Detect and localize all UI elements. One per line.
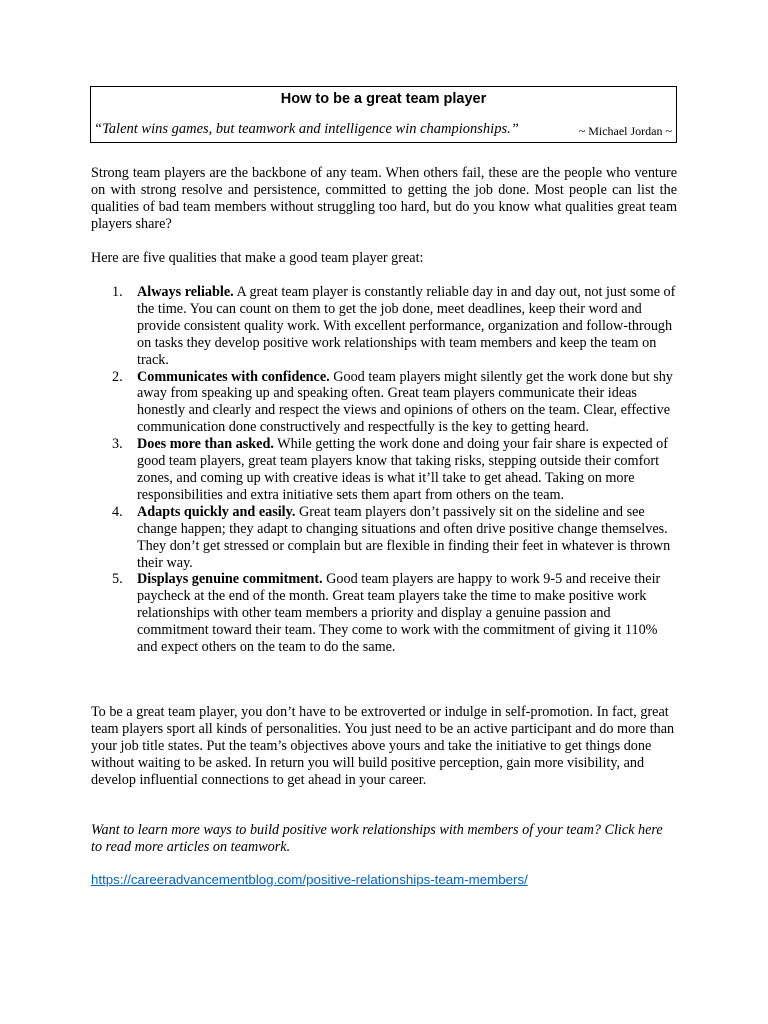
list-item-text: Good team players might silently get the work done but shy away from speaking up and speaking often. Great team players communicate their ideas honestly and clearly and respect the views and opinions of others on the team. Clear, effective communication done constructively and respectfully is the key to getting heard. (137, 368, 673, 436)
list-item (91, 436, 677, 504)
list-item-text: A great team player is constantly reliable day in and day out, not just some of the time. You can count on them to get the job done, meet deadlines, keep their word and provide consistent quality work. With excellent performance, organization and follow-through on tasks they develop positive work relationships with team members and keep the team on track. (137, 284, 676, 368)
quote-author: ~ Michael Jordan ~ (578, 124, 672, 138)
title-box (90, 86, 677, 143)
list-item-text: While getting the work done and doing your fair share is expected of good team players, great team players know that taking risks, stepping outside their comfort zones, and coming up with creative ideas is what it’ll take to get ahead. Taking on more responsibilities and extra initiative sets them apart from others on the team. (137, 436, 669, 503)
list-item (91, 504, 677, 572)
list-item-number: 5. (112, 571, 123, 588)
list-item (91, 369, 677, 437)
page-title: How to be a great team player (280, 91, 487, 107)
list-item-title: Always reliable. (137, 284, 234, 300)
intro-paragraph: Strong team players are the backbone of any team. When others fail, these are the people who venture on with strong resolve and persistence, committed to getting the job done. Most people can list the qualities of bad team members without struggling too hard, but do you know what qualities great team players share? (91, 165, 677, 232)
list-item-title: Adapts quickly and easily. (137, 503, 296, 520)
quote-text: “Talent wins games, but teamwork and intelligence win championships.” (94, 121, 519, 137)
list-item-number: 2. (112, 368, 123, 385)
list-item-title: Displays genuine commitment. (137, 571, 323, 588)
list-item-text: Great team players don’t passively sit on the sideline and see change happen; they adapt to changing situations and often drive positive change themselves. They don’t get stressed or complain but are flexible in finding their feet in whatever is thrown their way. (137, 503, 671, 571)
article-link[interactable]: https://careeradvancementblog.com/positive-relationships-team-members/ (91, 872, 528, 887)
list-item-number: 3. (112, 436, 123, 453)
list-item (91, 284, 677, 369)
list-item-number: 1. (112, 284, 123, 300)
lead-paragraph: Here are five qualities that make a good team player great: (91, 250, 424, 266)
list-item-text: Good team players are happy to work 9-5 and receive their paycheck at the end of the month. Great team players take the time to make positive work relationships with other team members a priority and display a genuine passion and commitment toward their team. They come to work with the commitment of giving it 110% and expect others on the team to do the same. (137, 571, 661, 656)
list-item-number: 4. (112, 503, 123, 520)
call-to-action[interactable]: Want to learn more ways to build positive work relationships with members of your team? Click here to read more articles on teamwork. (91, 822, 663, 855)
list-item (91, 571, 677, 656)
qualities-list (91, 284, 677, 656)
list-item-title: Communicates with confidence. (137, 368, 330, 385)
list-item-title: Does more than asked. (137, 436, 274, 453)
closing-paragraph: To be a great team player, you don’t have to be extroverted or indulge in self-promotion. In fact, great team players sport all kinds of personalities. You just need to be an active participant and do more than your job title states. Put the team’s objectives above yours and take the initiative to get things done without waiting to be asked. In return you will build positive perception, gain more visibility, and develop influential connections to get ahead in your career. (91, 704, 675, 788)
